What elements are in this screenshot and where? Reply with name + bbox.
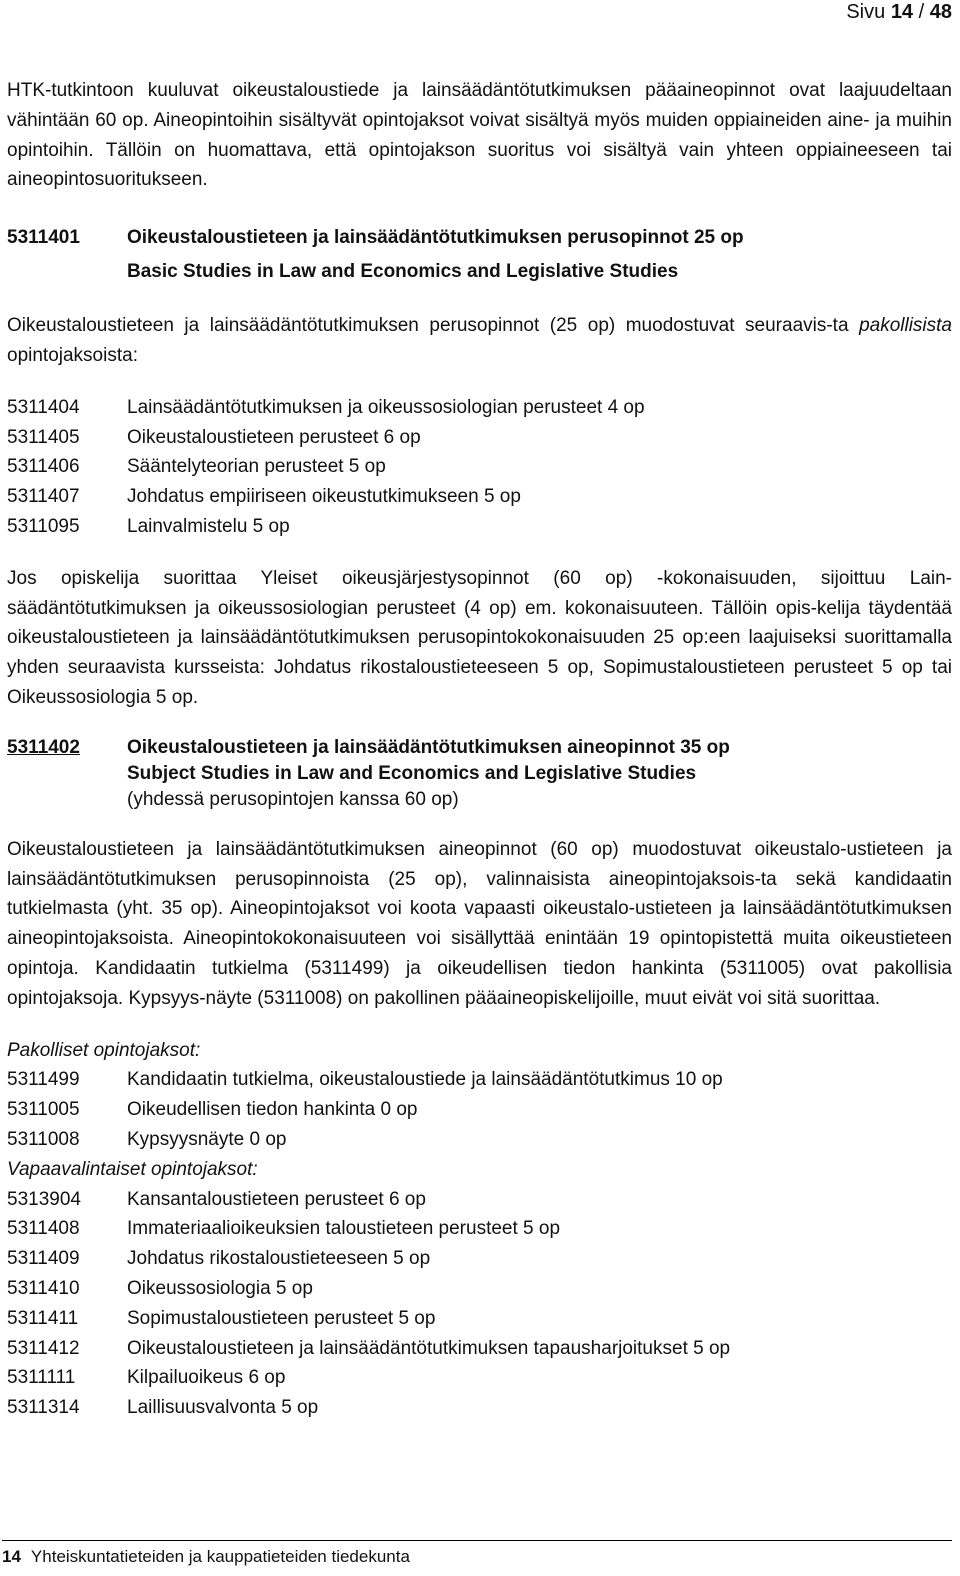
course-name: Johdatus rikostaloustieteeseen 5 op [127,1248,431,1270]
page-number [846,0,952,24]
course-row [7,1065,952,1095]
course-code: 5311409 [7,1248,80,1270]
basic-studies-note: Jos opiskelija suorittaa Yleiset oikeusjärjestysopinnot (60 op) -kokonaisuuden, sijoittuu Lain-säädäntötutkimuksen ja oikeussosiologian perusteet (4 op) em. kokonaisuuteen. Tällöin opis-kelija täydentää oikeustaloustieteen ja lainsäädäntötutkimuksen perusopintokokonaisuuden 25 op:een laajuiseksi suorittamalla yhden seuraavista kursseista: Johdatus rikostaloustieteeseen 5 op, Sopimustaloustieteen perusteet 5 op tai Oikeussosiologia 5 op. [7,567,952,708]
course-row [7,393,952,423]
optional-course-list [7,1185,952,1423]
subject-studies-heading [7,735,952,761]
course-row [7,1125,952,1155]
page-footer [2,1540,952,1567]
module-code: 5311401 [7,227,80,249]
course-row [7,1095,952,1125]
course-name: Immateriaalioikeuksien taloustieteen perusteet 5 op [127,1218,561,1240]
emphasis-text: pakollisista [859,315,952,337]
course-code: 5311404 [7,396,80,418]
module-title-en: Subject Studies in Law and Economics and Legislative Studies [127,762,697,784]
course-code: 5311408 [7,1218,80,1240]
course-code: 5313904 [7,1188,81,1210]
module-subtitle: (yhdessä perusopintojen kanssa 60 op) [127,788,459,810]
course-name: Oikeustaloustieteen perusteet 6 op [127,426,421,448]
course-name: Johdatus empiiriseen oikeustutkimukseen 5 op [127,486,521,508]
module-title-en: Basic Studies in Law and Economics and Legislative Studies [127,261,679,283]
course-name: Oikeustaloustieteen ja lainsäädäntötutkimuksen tapausharjoitukset 5 op [127,1337,731,1359]
footer-faculty: Yhteiskuntatieteiden ja kauppatieteiden tiedekunta [30,1547,410,1566]
intro-paragraph: HTK-tutkintoon kuuluvat oikeustaloustiede ja lainsäädäntötutkimuksen pääaineopinnot ovat laajuudeltaan vähintään 60 op. Aineopintoihin sisältyvät opintojaksot voivat sisältyä myös muiden oppiaineiden aine- ja muihin opintoihin. Tällöin on huomattava, että opintojakson suoritus voi sisältyä vain yhteen oppiaineeseen tai aineopintosuoritukseen. [7,80,952,191]
course-row [7,482,952,512]
page-separator: / [918,1,925,23]
course-row [7,1363,952,1393]
course-name: Sopimustaloustieteen perusteet 5 op [127,1307,436,1329]
course-name: Kilpailuoikeus 6 op [127,1367,286,1389]
course-name: Oikeudellisen tiedon hankinta 0 op [127,1099,418,1121]
page-prefix: Sivu [846,1,886,23]
module-code: 5311402 [7,736,80,758]
course-row [7,1334,952,1364]
page-current: 14 [890,1,914,23]
basic-studies-heading-en [7,255,952,289]
course-row [7,1304,952,1334]
course-name: Kypsyysnäyte 0 op [127,1128,287,1150]
mandatory-course-list [7,1065,952,1154]
basic-studies-description: Oikeustaloustieteen ja lainsäädäntötutkimuksen perusopinnot (25 op) muodostuvat seuraavis-ta pakollisista opintojaksoista: [7,315,952,366]
course-name: Sääntelyteorian perusteet 5 op [127,456,386,478]
course-row [7,1274,952,1304]
course-row [7,1244,952,1274]
module-title: Oikeustaloustieteen ja lainsäädäntötutkimuksen perusopinnot 25 op [127,227,744,249]
course-code: 5311406 [7,456,80,478]
course-code: 5311499 [7,1069,80,1091]
subject-studies-subtitle [7,787,952,813]
course-row [7,1393,952,1423]
course-code: 5311314 [7,1397,80,1419]
course-code: 5311407 [7,486,80,508]
course-code: 5311412 [7,1337,80,1359]
course-row [7,1214,952,1244]
module-title: Oikeustaloustieteen ja lainsäädäntötutkimuksen aineopinnot 35 op [127,736,730,758]
course-code: 5311008 [7,1128,80,1150]
page-total: 48 [929,1,952,23]
course-code: 5311111 [7,1367,76,1389]
course-row [7,452,952,482]
subject-studies-description: Oikeustaloustieteen ja lainsäädäntötutkimuksen aineopinnot (60 op) muodostuvat oikeustalo-ustieteen ja lainsäädäntötutkimuksen perusopinnoista (25 op), valinnaisista aineopintojaksois-ta sekä kandidaatin tutkielmasta (yht. 35 op). Aineopintojaksot voi koota vapaasti oikeustalo-ustieteen ja lainsäädäntötutkimuksen aineopintojaksoista. Aineopintokokonaisuuteen voi sisällyttää enintään 19 opintopistettä muita oikeustieteen opintoja. Kandidaatin tutkielma (5311499) ja oikeudellisen tiedon hankinta (5311005) ovat pakollisia opintojaksoja. Kypsyys-näyte (5311008) on pakollinen pääaineopiskelijoille, muut eivät voi sitä suorittaa. [7,838,952,1009]
course-code: 5311095 [7,515,80,537]
course-name: Oikeussosiologia 5 op [127,1277,313,1299]
course-code: 5311005 [7,1099,80,1121]
course-row [7,1185,952,1215]
mandatory-courses-label: Pakolliset opintojaksot: [7,1039,201,1061]
course-row [7,512,952,542]
course-name: Lainvalmistelu 5 op [127,515,290,537]
course-code: 5311411 [7,1307,79,1329]
course-name: Laillisuusvalvonta 5 op [127,1397,319,1419]
course-name: Lainsäädäntötutkimuksen ja oikeussosiologian perusteet 4 op [127,396,645,418]
course-code: 5311410 [7,1277,80,1299]
course-name: Kandidaatin tutkielma, oikeustaloustiede ja lainsäädäntötutkimus 10 op [127,1069,723,1091]
course-name: Kansantaloustieteen perusteet 6 op [127,1188,426,1210]
basic-studies-heading [7,221,952,255]
subject-studies-heading-en [7,761,952,787]
course-row [7,423,952,453]
optional-courses-label: Vapaavalintaiset opintojaksot: [7,1158,258,1180]
course-code: 5311405 [7,426,80,448]
document-body [7,76,952,1423]
basic-course-list [7,393,952,542]
footer-page-number: 14 [2,1547,21,1566]
